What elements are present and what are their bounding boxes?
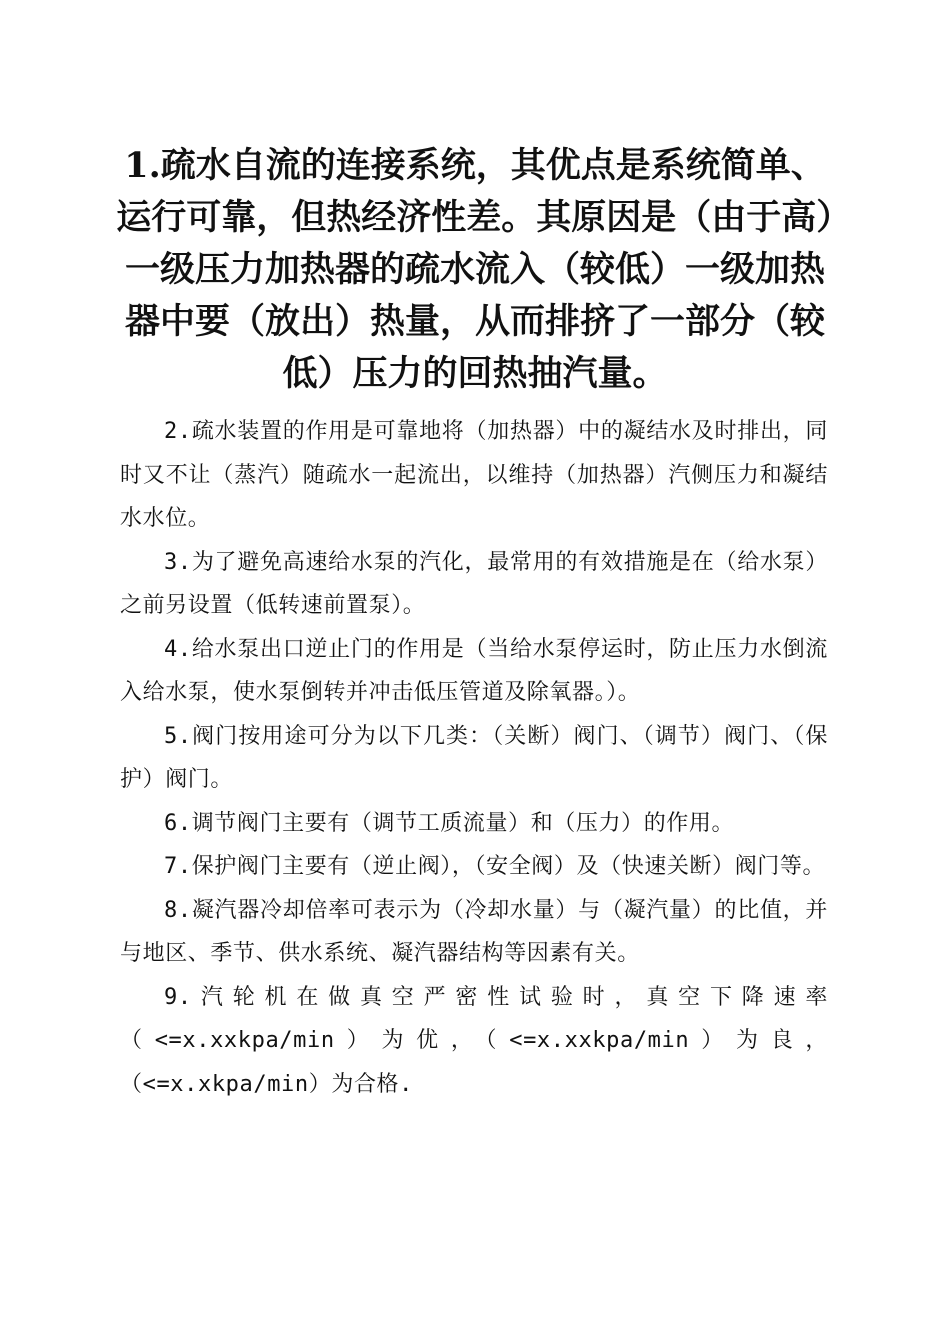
question-1-title: 1.疏水自流的连接系统，其优点是系统简单、运行可靠，但热经济性差。其原因是（由于高）一级压力加热器的疏水流入（较低）一级加热器中要（放出）热量，从而排挤了一部分（较低）压力的回热抽汽量。: [116, 145, 834, 394]
document-body: [120, 410, 828, 1106]
paragraph-4: 4.给水泵出口逆止门的作用是（当给水泵停运时，防止压力水倒流入给水泵，使水泵倒转并冲击低压管道及除氧器。）。: [120, 636, 828, 705]
paragraph-3: 3.为了避免高速给水泵的汽化，最常用的有效措施是在（给水泵）之前另设置（低转速前置泵）。: [120, 549, 828, 618]
paragraph-5: 5.阀门按用途可分为以下几类：（关断）阀门、（调节）阀门、（保护）阀门。: [120, 723, 828, 792]
paragraph-9: 9.汽轮机在做真空严密性试验时，真空下降速率（<=x.xxkpa/min）为优，（<=x.xxkpa/min）为良，（<=x.xkpa/min）为合格.: [120, 984, 828, 1097]
paragraph-8: 8.凝汽器冷却倍率可表示为（冷却水量）与（凝汽量）的比值，并与地区、季节、供水系统、凝汽器结构等因素有关。: [120, 897, 828, 966]
paragraph-7: 7.保护阀门主要有（逆止阀），（安全阀）及（快速关断）阀门等。: [164, 854, 826, 879]
paragraph-2: 2.疏水装置的作用是可靠地将（加热器）中的凝结水及时排出，同时又不让（蒸汽）随疏水一起流出，以维持（加热器）汽侧压力和凝结水水位。: [120, 419, 828, 531]
paragraph-6: 6.调节阀门主要有（调节工质流量）和（压力）的作用。: [164, 810, 735, 836]
